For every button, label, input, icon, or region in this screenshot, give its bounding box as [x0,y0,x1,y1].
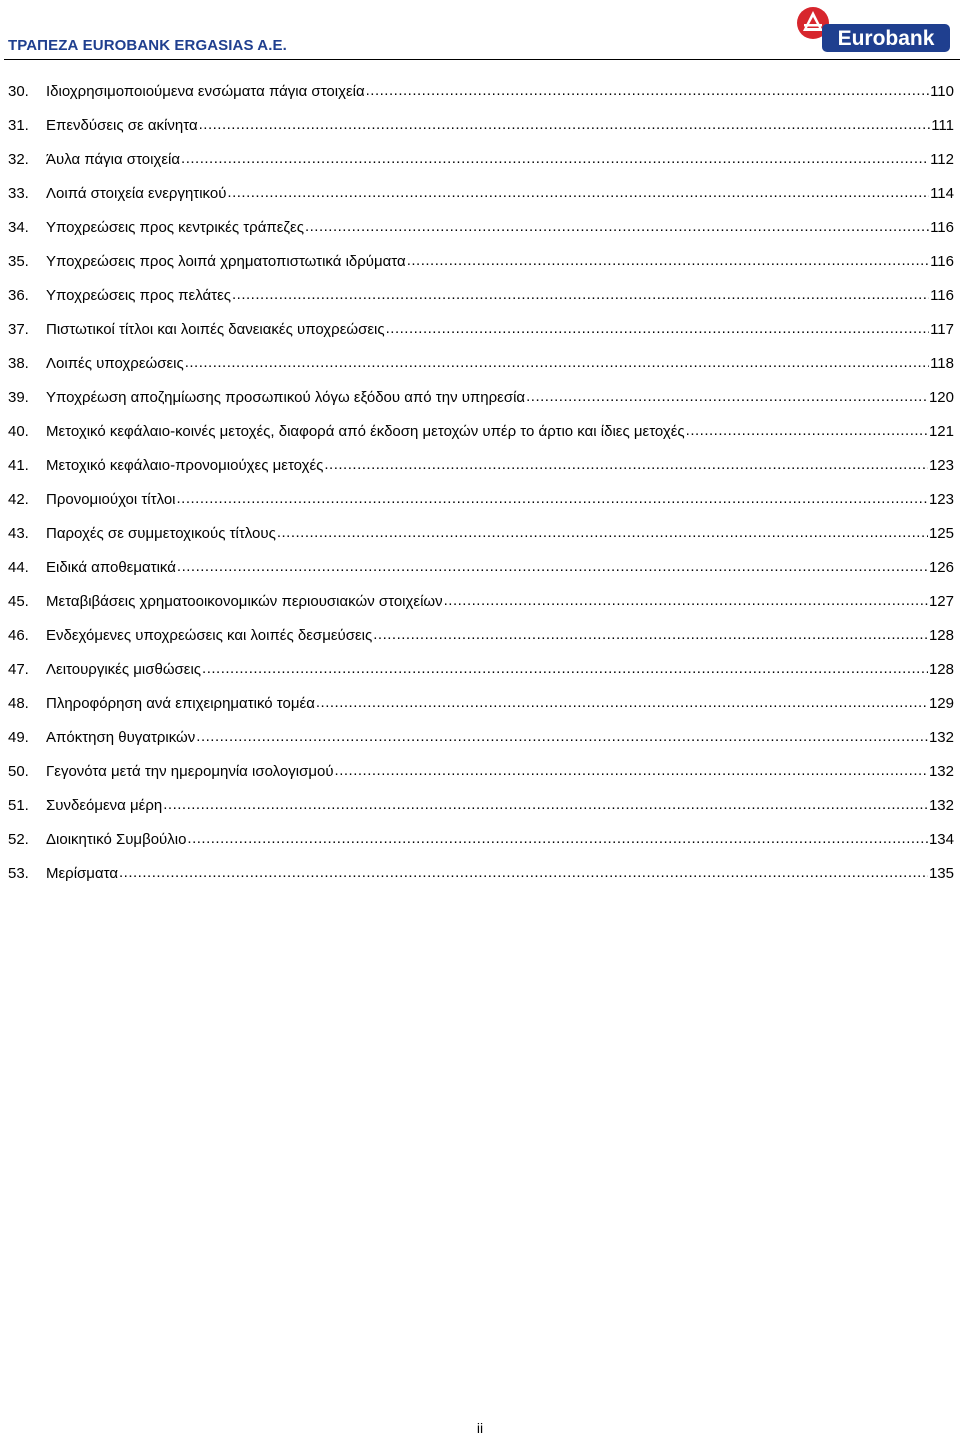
toc-entry-title[interactable]: Πληροφόρηση ανά επιχειρηματικό τομέα [46,695,315,712]
toc-entry-title[interactable]: Παροχές σε συμμετοχικούς τίτλους [46,525,276,542]
toc-entry-page[interactable]: 126 [928,559,954,576]
toc-entry-title[interactable]: Επενδύσεις σε ακίνητα [46,117,198,134]
toc-entry-number: 31. [8,117,29,134]
logo-wordmark: Eurobank [837,27,935,50]
toc-entry-page[interactable]: 112 [930,151,954,168]
toc-dot-leader [444,589,928,613]
eurobank-logo [794,4,954,56]
toc-entry[interactable] [8,828,954,862]
toc-entry[interactable] [8,862,954,896]
toc-entry[interactable] [8,386,954,420]
toc-entry-title[interactable]: Ειδικά αποθεματικά [46,559,176,576]
toc-entry-number: 47. [8,661,29,678]
toc-entry[interactable] [8,590,954,624]
toc-entry-title[interactable]: Γεγονότα μετά την ημερομηνία ισολογισμού [46,763,334,780]
toc-entry-page[interactable]: 132 [928,763,954,780]
toc-entry-page[interactable]: 114 [930,185,954,202]
toc-entry[interactable] [8,658,954,692]
toc-entry-title[interactable]: Λοιπές υποχρεώσεις [46,355,184,372]
toc-entry-page[interactable]: 116 [930,287,954,304]
toc-dot-leader [177,487,928,511]
toc-entry-page[interactable]: 125 [928,525,954,542]
toc-entry-title[interactable]: Υποχρέωση αποζημίωσης προσωπικού λόγω εξόδου από την υπηρεσία [46,389,526,406]
toc-entry-title[interactable]: Μετοχικό κεφάλαιο-κοινές μετοχές, διαφορά από έκδοση μετοχών υπέρ το άρτιο και ίδιες μετοχές [46,423,685,440]
toc-entry-page[interactable]: 129 [928,695,954,712]
toc-entry[interactable] [8,488,954,522]
toc-entry-title[interactable]: Μερίσματα [46,865,119,882]
toc-entry[interactable] [8,318,954,352]
toc-entry-number: 53. [8,865,29,882]
toc-dot-leader [526,385,928,409]
toc-entry-title[interactable]: Μεταβιβάσεις χρηματοοικονομικών περιουσιακών στοιχείων [46,593,443,610]
toc-entry-number: 45. [8,593,29,610]
toc-entry-title[interactable]: Άυλα πάγια στοιχεία [46,151,181,168]
toc-entry-title[interactable]: Λοιπά στοιχεία ενεργητικού [46,185,227,202]
toc-entry-title[interactable]: Απόκτηση θυγατρικών [46,729,196,746]
toc-dot-leader [163,793,928,817]
toc-entry-number: 49. [8,729,29,746]
toc-entry-title[interactable]: Ενδεχόμενες υποχρεώσεις και λοιπές δεσμεύσεις [46,627,373,644]
toc-entry-number: 40. [8,423,29,440]
toc-entry-number: 38. [8,355,29,372]
toc-entry-title[interactable]: Προνομιούχοι τίτλοι [46,491,176,508]
toc-entry-number: 30. [8,83,29,100]
toc-dot-leader [335,759,928,783]
toc-entry-number: 46. [8,627,29,644]
toc-entry-title[interactable]: Υποχρεώσεις προς λοιπά χρηματοπιστωτικά ιδρύματα [46,253,406,270]
toc-entry-number: 34. [8,219,29,236]
toc-entry[interactable] [8,250,954,284]
toc-entry[interactable] [8,454,954,488]
toc-dot-leader [386,317,929,341]
toc-entry-title[interactable]: Πιστωτικοί τίτλοι και λοιπές δανειακές υποχρεώσεις [46,321,385,338]
toc-entry[interactable] [8,522,954,556]
table-of-contents [8,80,954,896]
toc-entry-number: 35. [8,253,29,270]
toc-dot-leader [187,827,928,851]
toc-entry-number: 33. [8,185,29,202]
toc-entry-number: 52. [8,831,29,848]
toc-entry-page[interactable]: 134 [928,831,954,848]
toc-entry-page[interactable]: 135 [928,865,954,882]
toc-entry-page[interactable]: 120 [928,389,954,406]
toc-entry[interactable] [8,760,954,794]
toc-dot-leader [199,113,931,137]
toc-dot-leader [196,725,928,749]
toc-entry-number: 42. [8,491,29,508]
toc-entry[interactable] [8,794,954,828]
toc-dot-leader [305,215,929,239]
toc-entry[interactable] [8,692,954,726]
toc-entry-page[interactable]: 132 [928,729,954,746]
toc-entry[interactable] [8,352,954,386]
toc-entry-title[interactable]: Λειτουργικές μισθώσεις [46,661,202,678]
toc-entry-page[interactable]: 116 [930,219,954,236]
toc-entry-number: 44. [8,559,29,576]
toc-dot-leader [227,181,929,205]
toc-entry-page[interactable]: 117 [930,321,954,338]
toc-dot-leader [181,147,929,171]
toc-entry-title[interactable]: Ιδιοχρησιμοποιούμενα ενσώματα πάγια στοιχεία [46,83,365,100]
toc-entry-title[interactable]: Διοικητικό Συμβούλιο [46,831,187,848]
toc-entry-number: 41. [8,457,29,474]
toc-entry-number: 37. [8,321,29,338]
toc-entry-number: 36. [8,287,29,304]
toc-entry-title[interactable]: Συνδεόμενα μέρη [46,797,163,814]
toc-dot-leader [316,691,928,715]
toc-entry-number: 39. [8,389,29,406]
toc-entry-number: 43. [8,525,29,542]
toc-entry[interactable] [8,182,954,216]
toc-entry[interactable] [8,420,954,454]
toc-entry-page[interactable]: 116 [930,253,954,270]
toc-dot-leader [366,79,929,103]
toc-entry-title[interactable]: Υποχρεώσεις προς κεντρικές τράπεζες [46,219,304,236]
toc-entry-number: 48. [8,695,29,712]
toc-entry-page[interactable]: 128 [928,661,954,678]
toc-entry[interactable] [8,556,954,590]
toc-entry[interactable] [8,216,954,250]
toc-entry[interactable] [8,624,954,658]
toc-dot-leader [202,657,928,681]
toc-dot-leader [407,249,929,273]
toc-entry-number: 32. [8,151,29,168]
toc-dot-leader [686,419,928,443]
page-number: ii [476,1420,484,1436]
toc-entry-number: 51. [8,797,29,814]
toc-entry-page[interactable]: 132 [928,797,954,814]
toc-entry[interactable] [8,284,954,318]
toc-entry[interactable] [8,114,954,148]
toc-entry-page[interactable]: 111 [931,117,954,134]
toc-entry-page[interactable]: 123 [928,457,954,474]
toc-dot-leader [177,555,928,579]
toc-entry-page[interactable]: 128 [928,627,954,644]
toc-entry-page[interactable]: 127 [928,593,954,610]
toc-entry-title[interactable]: Μετοχικό κεφάλαιο-προνομιούχες μετοχές [46,457,324,474]
toc-dot-leader [324,453,928,477]
toc-dot-leader [232,283,929,307]
toc-entry-title[interactable]: Υποχρεώσεις προς πελάτες [46,287,232,304]
toc-entry-page[interactable]: 123 [928,491,954,508]
toc-entry-page[interactable]: 110 [930,83,954,100]
toc-entry[interactable] [8,726,954,760]
toc-entry-page[interactable]: 118 [930,355,954,372]
toc-dot-leader [185,351,929,375]
toc-dot-leader [373,623,928,647]
header-divider [4,59,960,60]
toc-dot-leader [277,521,928,545]
toc-entry-number: 50. [8,763,29,780]
toc-entry[interactable] [8,148,954,182]
toc-entry-page[interactable]: 121 [928,423,954,440]
toc-entry[interactable] [8,80,954,114]
page-header [0,0,960,62]
toc-dot-leader [119,861,928,885]
company-name: ΤΡΑΠΕΖΑ EUROBANK ERGASIAS A.E. [8,37,287,54]
